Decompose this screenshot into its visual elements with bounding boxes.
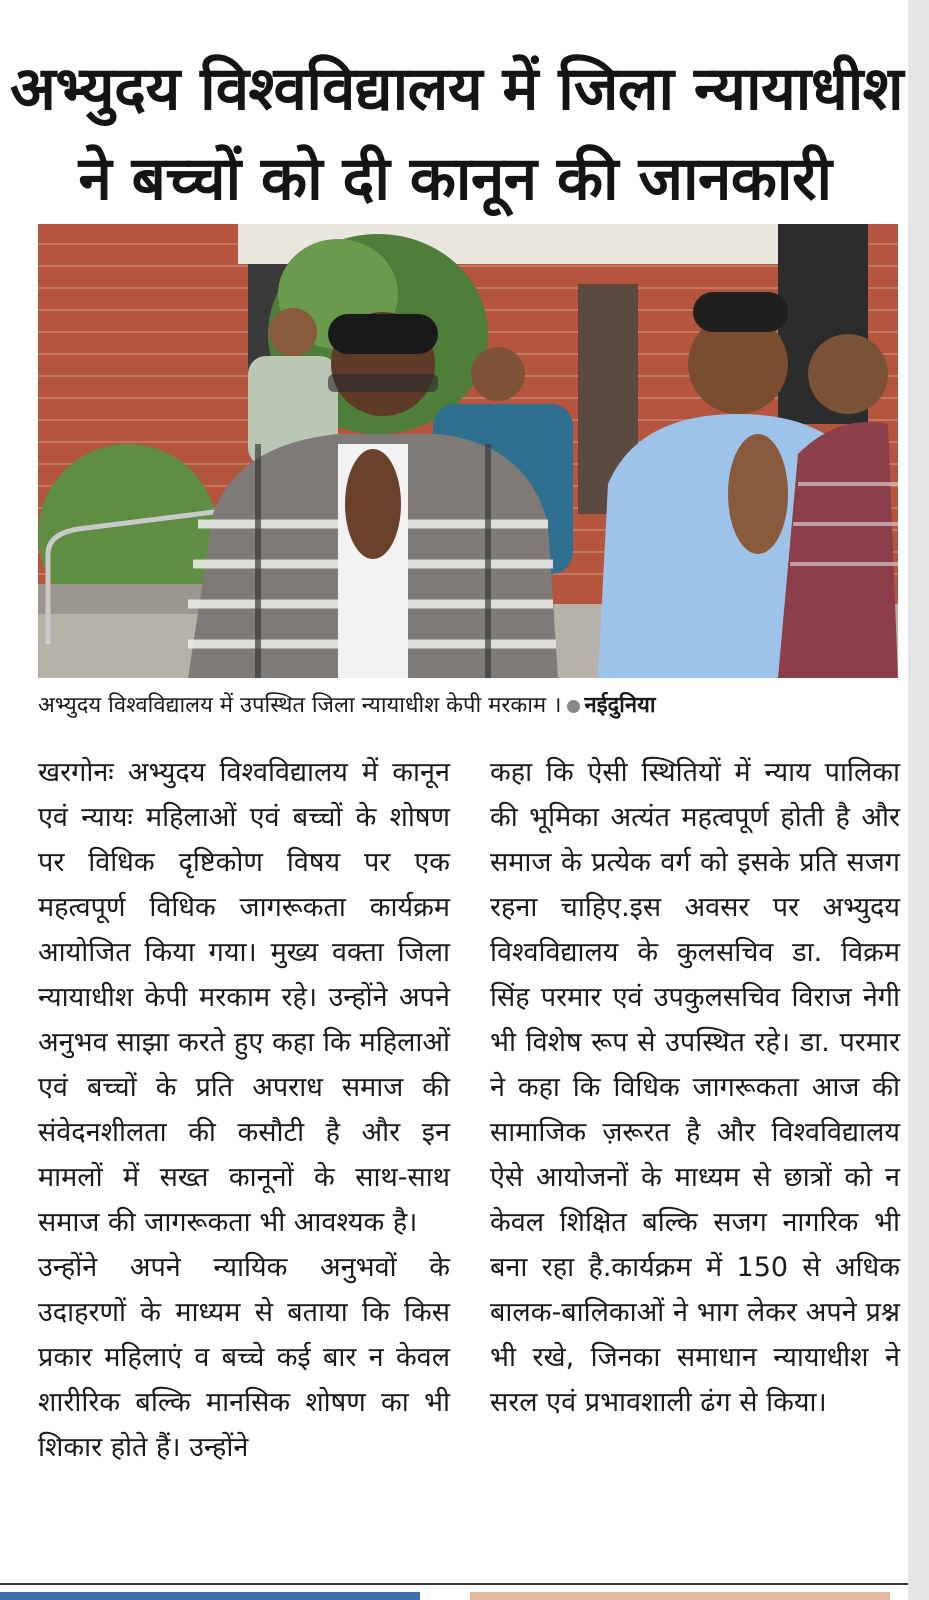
paragraph: कहा कि ऐसी स्थितियों में न्याय पालिका की भूमिका अत्यंत महत्वपूर्ण होती है और समाज के प्रत्येक वर्ग को इसके प्रति सजग रहना चाहिए.इस अवसर पर अभ्युदय विश्वविद्यालय के कुलसचिव डा. विक्रम सिंह परमार एवं उपकुलसचिव विराज नेगी भी विशेष रूप से उपस्थित रहे। डा. परमार ने कहा कि विधिक जागरूकता आज की सामाजिक ज़रूरत है और विश्वविद्यालय ऐसे आयोजनों के माध्यम से छात्रों को न केवल शिक्षित बल्कि सजग नागरिक भी बना रहा है.कार्यक्रम में 150 से अधिक बालक-बालिकाओं ने भाग लेकर अपने प्रश्न भी रखे, जिनका समाधान न्यायाधीश ने सरल एवं प्रभावशाली ढंग से किया। <box>490 757 900 1418</box>
next-article-bar-right <box>470 1592 890 1600</box>
caption-text: अभ्युदय विश्वविद्यालय में उपस्थित जिला न्यायाधीश केपी मरकाम । <box>38 693 562 718</box>
caption-source: नईदुनिया <box>584 693 656 718</box>
page-edge-strip <box>908 0 929 1600</box>
news-photo <box>38 224 898 678</box>
bullet-icon <box>567 700 580 713</box>
bottom-divider <box>0 1583 908 1585</box>
paragraph: उन्होंने अपने न्यायिक अनुभवों के उदाहरणों के माध्यम से बताया कि किस प्रकार महिलाएं व बच्चे कई बार न केवल शारीरिक बल्कि मानसिक शोषण का भी शिकार होते हैं। उन्होंने <box>38 1252 450 1463</box>
article-column-right <box>490 750 900 1425</box>
headline-line-1: अभ्युदय विश्वविद्यालय में जिला न्यायाधीश <box>10 54 904 124</box>
article-column-left <box>38 750 450 1470</box>
photo-caption <box>38 689 898 723</box>
paragraph: खरगोनः अभ्युदय विश्वविद्यालय में कानून एवं न्यायः महिलाओं एवं बच्चों के शोषण पर विधिक दृष्टिकोण विषय पर एक महत्वपूर्ण विधिक जागरूकता कार्यक्रम आयोजित किया गया। मुख्य वक्ता जिला न्यायाधीश केपी मरकाम रहे। उन्होंने अपने अनुभव साझा करते हुए कहा कि महिलाओं एवं बच्चों के प्रति अपराध समाज की संवेदनशीलता की कसौटी है और इन मामलों में सख्त कानूनों के साथ-साथ समाज की जागरूकता भी आवश्यक है। <box>38 757 450 1238</box>
headline-line-2: ने बच्चों को दी कानून की जानकारी <box>78 144 832 214</box>
headline <box>10 44 904 224</box>
next-article-bar <box>0 1592 420 1600</box>
